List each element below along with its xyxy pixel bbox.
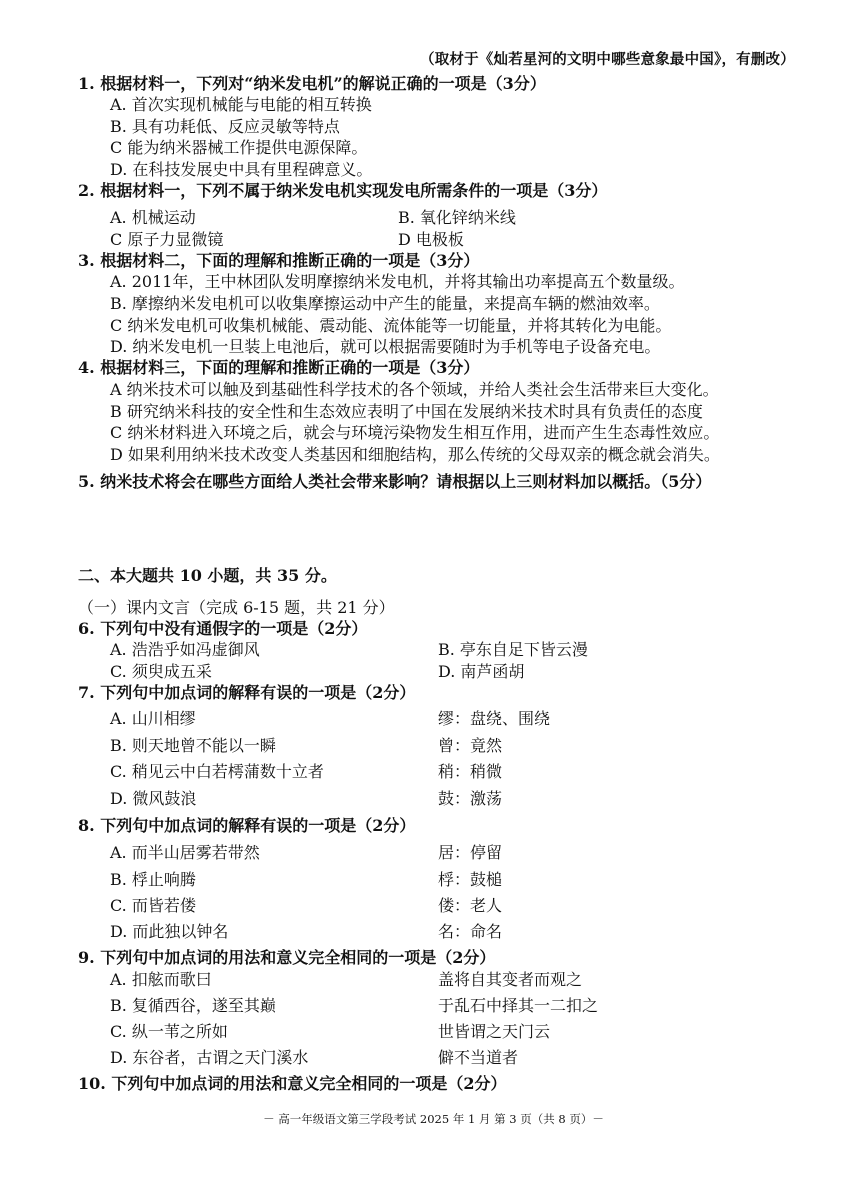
question-9-option-d: D. 东谷者，古谓之天门溪水 <box>110 1048 309 1067</box>
question-8-gloss-b: 桴：鼓槌 <box>438 870 503 889</box>
question-8-option-b: B. 桴止响腾 <box>110 870 196 889</box>
question-4-option-c: C 纳米材料进入环境之后，就会与环境污染物发生相互作用，进而产生生态毒性效应。 <box>110 423 720 442</box>
question-2-stem: 2. 根据材料一，下列不属于纳米发电机实现发电所需条件的一项是（3分） <box>78 181 608 200</box>
question-2-option-c: C 原子力显微镜 <box>110 230 224 249</box>
question-4-stem: 4. 根据材料三，下面的理解和推断正确的一项是（3分） <box>78 358 480 377</box>
question-8-stem: 8. 下列句中加点词的解释有误的一项是（2分） <box>78 816 416 835</box>
question-9-compare-a: 盖将自其变者而观之 <box>438 970 583 989</box>
question-9-option-a: A. 扣舷而歌曰 <box>110 970 212 989</box>
question-7-option-d: D. 微风鼓浪 <box>110 789 197 808</box>
question-7-option-b: B. 则天地曾不能以一瞬 <box>110 736 276 755</box>
question-9-compare-d: 僻不当道者 <box>438 1048 519 1067</box>
section-2-subheading: （一）课内文言（完成 6-15 题，共 21 分） <box>78 598 395 617</box>
question-6-option-b: B. 亭东自足下皆云漫 <box>438 640 588 659</box>
question-8-option-d: D. 而此独以钟名 <box>110 922 229 941</box>
page-footer: － 高一年级语文第三学段考试 2025 年 1 月 第 3 页（共 8 页）－ <box>263 1112 604 1126</box>
question-6-option-d: D. 南芦函胡 <box>438 662 525 681</box>
question-3-option-d: D. 纳米发电机一旦装上电池后，就可以根据需要随时为手机等电子设备充电。 <box>110 337 661 356</box>
question-2-option-d: D 电极板 <box>398 230 464 249</box>
question-3-option-b: B. 摩擦纳米发电机可以收集摩擦运动中产生的能量，来提高车辆的燃油效率。 <box>110 294 660 313</box>
question-3-stem: 3. 根据材料二，下面的理解和推断正确的一项是（3分） <box>78 251 480 270</box>
question-7-stem: 7. 下列句中加点词的解释有误的一项是（2分） <box>78 683 416 702</box>
question-9-stem: 9. 下列句中加点词的用法和意义完全相同的一项是（2分） <box>78 948 496 967</box>
question-6-option-a: A. 浩浩乎如冯虚御风 <box>110 640 260 659</box>
question-1-stem: 1. 根据材料一，下列对“纳米发电机”的解说正确的一项是（3分） <box>78 74 546 93</box>
question-10-stem: 10. 下列句中加点词的用法和意义完全相同的一项是（2分） <box>78 1074 507 1093</box>
question-7-gloss-b: 曾：竟然 <box>438 736 503 755</box>
question-2-option-a: A. 机械运动 <box>110 208 196 227</box>
question-8-gloss-d: 名：命名 <box>438 922 503 941</box>
source-note: （取材于《灿若星河的文明中哪些意象最中国》，有删改） <box>420 51 795 68</box>
question-9-compare-c: 世皆谓之天门云 <box>438 1022 551 1041</box>
question-3-option-a: A. 2011年，王中林团队发明摩擦纳米发电机，并将其输出功率提高五个数量级。 <box>110 272 685 291</box>
question-3-option-c: C 纳米发电机可收集机械能、震动能、流体能等一切能量，并将其转化为电能。 <box>110 316 672 335</box>
question-8-gloss-a: 居：停留 <box>438 843 503 862</box>
question-8-option-c: C. 而皆若偻 <box>110 896 196 915</box>
question-2-option-b: B. 氧化锌纳米线 <box>398 208 516 227</box>
question-1-option-d: D. 在科技发展史中具有里程碑意义。 <box>110 160 373 179</box>
question-9-option-b: B. 复循西谷，遂至其巅 <box>110 996 276 1015</box>
question-9-compare-b: 于乱石中择其一二扣之 <box>438 996 599 1015</box>
question-9-option-c: C. 纵一苇之所如 <box>110 1022 228 1041</box>
question-6-stem: 6. 下列句中没有通假字的一项是（2分） <box>78 619 368 638</box>
question-7-option-a: A. 山川相缪 <box>110 709 196 728</box>
question-8-option-a: A. 而半山居雾若带然 <box>110 843 260 862</box>
question-8-gloss-c: 偻：老人 <box>438 896 503 915</box>
question-4-option-a: A 纳米技术可以触及到基础性科学技术的各个领域，并给人类社会生活带来巨大变化。 <box>110 380 719 399</box>
section-2-heading: 二、本大题共 10 小题，共 35 分。 <box>78 566 337 585</box>
question-1-option-c: C 能为纳米器械工作提供电源保障。 <box>110 138 368 157</box>
question-7-gloss-c: 稍：稍微 <box>438 762 503 781</box>
question-5-stem: 5. 纳米技术将会在哪些方面给人类社会带来影响？请根据以上三则材料加以概括。（5分） <box>78 472 712 491</box>
question-4-option-d: D 如果利用纳米技术改变人类基因和细胞结构，那么传统的父母双亲的概念就会消失。 <box>110 445 720 464</box>
question-6-option-c: C. 须臾成五采 <box>110 662 212 681</box>
question-1-option-a: A. 首次实现机械能与电能的相互转换 <box>110 95 372 114</box>
question-4-option-b: B 研究纳米科技的安全性和生态效应表明了中国在发展纳米技术时具有负责任的态度 <box>110 402 703 421</box>
question-7-option-c: C. 稍见云中白若樗蒲数十立者 <box>110 762 324 781</box>
question-7-gloss-d: 鼓：激荡 <box>438 789 503 808</box>
question-1-option-b: B. 具有功耗低、反应灵敏等特点 <box>110 117 340 136</box>
question-7-gloss-a: 缪：盘绕、围绕 <box>438 709 551 728</box>
